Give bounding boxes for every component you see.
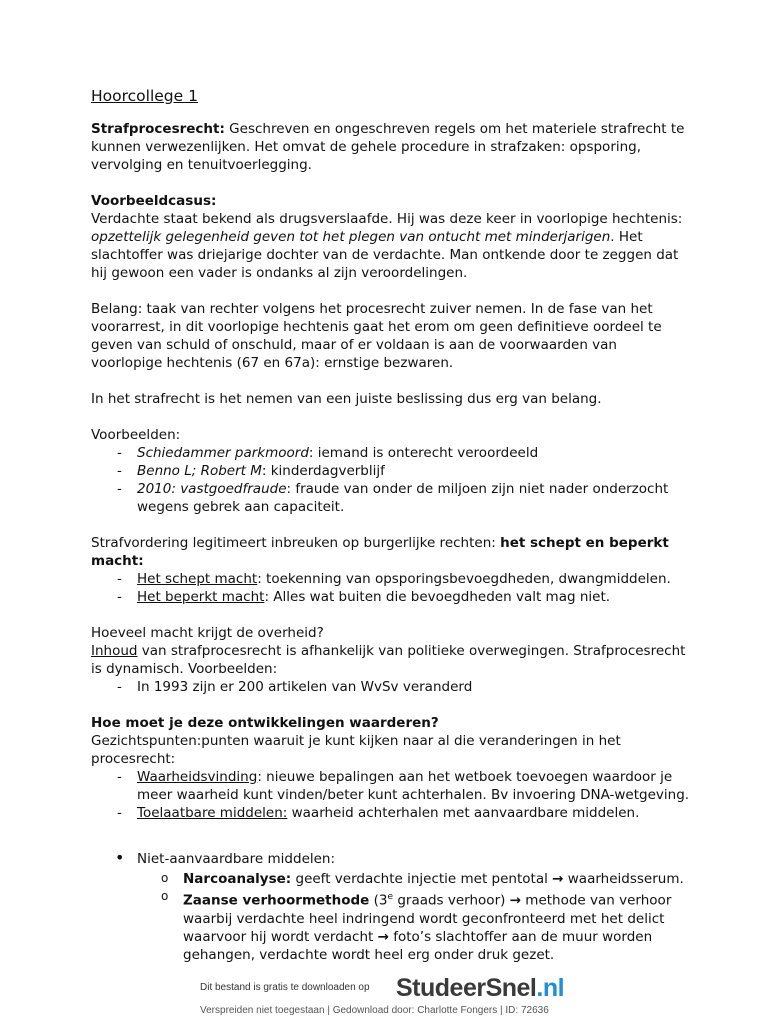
inhoud-paragraph [91, 642, 691, 678]
waarderen-heading: Hoe moet je deze ontwikkelingen waarderen? [91, 715, 439, 731]
method-pre: (3 [369, 892, 388, 909]
sub-list [137, 870, 691, 964]
example-name: Benno L; Robert M [137, 463, 262, 479]
method-text: geeft verdachte injectie met pentotal [291, 871, 553, 887]
download-note: Verspreiden niet toegestaan | Gedownload door: Charlotte Fongers | ID: 72636 [200, 1005, 549, 1016]
method-mid: graads verhoor) [393, 892, 510, 909]
gezichtspunt-term: Waarheidsvinding [137, 769, 258, 785]
method-name: Narcoanalyse: [183, 871, 292, 887]
method-text-end: foto’s slachtoffer aan de muur worden gehangen, verdachte wordt heel erg onder druk gezet. [183, 928, 653, 963]
list-item [137, 888, 691, 964]
list-item [91, 570, 691, 588]
strafvordering-text: Strafvordering legitimeert inbreuken op burgerlijke rechten: [91, 535, 501, 551]
macht-list [91, 570, 691, 606]
example-text: : kinderdagverblijf [261, 463, 385, 479]
niet-aanvaardbaar-label: Niet-aanvaardbare middelen: [137, 851, 336, 867]
macht-question: Hoeveel macht krijgt de overheid? [91, 625, 324, 641]
gezichtspunt-text: : nieuwe bepalingen aan het wetboek toevoegen waardoor je meer waarheid kunt vinden/beter kunt achterhalen. Bv invoering DNA-wetgeving. [137, 769, 690, 803]
casus-italic: opzettelijk gelegenheid geven tot het plegen van ontucht met minderjarigen [91, 229, 611, 245]
casus-line1: Verdachte staat bekend als drugsverslaafde. Hij was deze keer in voorlopige hechtenis: [91, 211, 683, 227]
belang-paragraph: Belang: taak van rechter volgens het procesrecht zuiver nemen. In de fase van het voorarrest, in dit voorlopige hechtenis gaat het erom om geen definitieve oordeel te geven van schuld of onschuld, maar of er voldaan is aan de voorwaarden van voorlopige hechtenis (67 en 67a): ernstige bezwaren. [91, 301, 662, 371]
macht-term: Het beperkt macht [137, 589, 265, 605]
list-item [91, 462, 691, 480]
list-item [91, 480, 691, 516]
example-name: Schiedammer parkmoord [137, 445, 309, 461]
definition-paragraph [91, 120, 691, 174]
macht-text: : toekenning van opsporingsbevoegdheden, dwangmiddelen. [257, 571, 671, 587]
method-text: methode van verhoor waarbij verdachte heel indringend wordt geconfronteerd met het delict waarvoor hij wordt verdacht [183, 892, 672, 945]
casus-heading: Voorbeeldcasus: [91, 193, 217, 209]
method-text-end: waarheidsserum. [563, 871, 684, 887]
list-item [91, 444, 691, 462]
download-text: Dit bestand is gratis te downloaden op [200, 982, 370, 993]
arrow-right-icon: → [552, 871, 564, 887]
logo-tld: .nl [536, 974, 565, 1002]
logo-name: StudeerSnel [396, 974, 537, 1002]
casus-paragraph [91, 192, 691, 282]
definition-text: Geschreven en ongeschreven regels om het materiele strafrecht te kunnen verwezenlijken. Het omvat de gehele procedure in strafzaken: opsporing, vervolging en tenuitvoerlegging. [91, 121, 685, 173]
document-title: Hoorcollege 1 [91, 87, 198, 105]
gezichtspunt-text: waarheid achterhalen met aanvaardbare middelen. [287, 805, 640, 821]
studeersnel-logo[interactable] [396, 974, 564, 1003]
gezichtspunten-list [91, 768, 691, 822]
strafvordering-line [91, 534, 691, 570]
voorbeelden-list [91, 444, 691, 516]
niet-aanvaardbaar-list [91, 850, 691, 964]
macht-text: : Alles wat buiten die bevoegdheden valt mag niet. [264, 589, 611, 605]
list-item [91, 588, 691, 606]
arrow-right-icon: → [509, 892, 521, 909]
term-strafprocesrecht: Strafprocesrecht: [91, 121, 225, 137]
list-item [91, 768, 691, 804]
example-text: : fraude van onder de miljoen zijn niet nader onderzocht wegens gebrek aan capaciteit. [137, 481, 669, 515]
document-body [91, 86, 691, 964]
gezichtspunten-line: Gezichtspunten:punten waaruit je kunt kijken naar al die veranderingen in het procesrecht: [91, 733, 621, 767]
voorbeelden-heading: Voorbeelden: [91, 427, 181, 443]
arrow-right-icon: → [377, 928, 389, 945]
strafvordering-bold: het schept en beperkt macht: [91, 535, 669, 569]
list-item: - In 1993 zijn er 200 artikelen van WvSv veranderd [91, 678, 691, 696]
casus-rest: . Het slachtoffer was driejarige dochter van de verdachte. Man ontkende door te zeggen dat hij gewoon een vader is ondanks al zijn veroordelingen. [91, 229, 679, 281]
method-name: Zaanse verhoormethode [183, 892, 370, 909]
example-name: 2010: vastgoedfraude [137, 481, 287, 497]
example-text: : iemand is onterecht veroordeeld [308, 445, 539, 461]
macht-term: Het schept macht [137, 571, 258, 587]
wvsv-list [91, 678, 691, 696]
list-item [137, 870, 691, 888]
gezichtspunt-term: Toelaatbare middelen: [137, 805, 288, 821]
superscript: e [387, 892, 394, 902]
inhoud-text: van strafprocesrecht is afhankelijk van politieke overwegingen. Strafprocesrecht is dynamisch. Voorbeelden: [91, 643, 686, 677]
inhoud-term: Inhoud [91, 643, 138, 659]
strafrecht-paragraph: In het strafrecht is het nemen van een juiste beslissing dus erg van belang. [91, 391, 602, 407]
list-item [91, 804, 691, 822]
list-item [91, 850, 691, 964]
